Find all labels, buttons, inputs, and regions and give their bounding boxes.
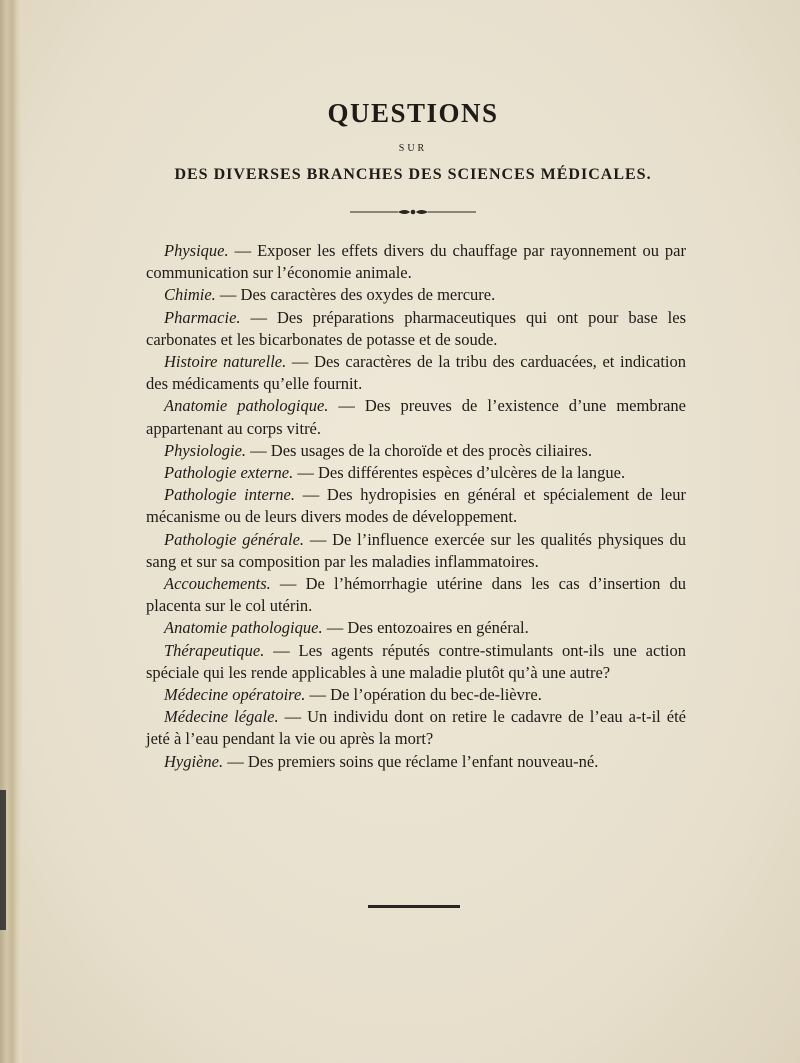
question-subject: Accouchements. [164,574,271,594]
question-item [146,351,686,395]
question-text: — Des hydropisies en général et spécialement de leur mécanisme ou de leurs divers modes de développement. [146,485,686,527]
question-text: — De l’opération du bec-de-lièvre. [305,685,542,705]
question-text: — Exposer les effets divers du chauffage par rayonnement ou par communication sur l’économie animale. [146,241,686,283]
question-item [146,751,686,773]
spine-shadow [0,790,6,930]
question-item [146,484,686,528]
page-title: QUESTIONS [327,98,499,128]
ornamental-divider-icon [350,206,476,218]
question-item [146,684,686,706]
question-subject: Pharmacie. [164,307,241,327]
question-subject: Thérapeutique. [164,640,265,660]
question-text: — Un individu dont on retire le cadavre de l’eau a-t-il été jeté à l’eau pendant la vie ou après la mort? [146,707,686,749]
question-text: — Des preuves de l’existence d’une membrane appartenant au corps vitré. [146,396,686,438]
question-subject: Chimie. [164,285,216,305]
question-text: — Des entozoaires en général. [322,618,529,638]
question-text: — Des premiers soins que réclame l’enfant nouveau-né. [223,751,599,771]
question-item [146,706,686,750]
question-subject: Histoire naturelle. [164,352,287,372]
question-item [146,640,686,684]
question-item [146,462,686,484]
question-subject: Pathologie interne. [164,485,295,505]
questions-list [146,240,686,773]
question-subject: Physiologie. [164,440,247,460]
page-subtitle: DES DIVERSES BRANCHES DES SCIENCES MÉDICALES. [174,166,652,183]
question-item [146,284,686,306]
question-item [146,529,686,573]
question-subject: Pathologie générale. [164,529,305,549]
question-text: — Des préparations pharmaceutiques qui ont pour base les carbonates et les bicarbonates de potasse et de soude. [146,307,686,349]
question-text: — Des différentes espèces d’ulcères de la langue. [293,463,626,483]
question-text: — Des usages de la choroïde et des procès ciliaires. [246,440,592,460]
question-subject: Pathologie externe. [164,463,294,483]
question-item [146,240,686,284]
question-item [146,440,686,462]
title-connector: SUR [398,143,428,154]
question-item [146,395,686,439]
question-subject: Physique. [164,241,229,260]
question-text: — De l’hémorrhagie utérine dans les cas d’insertion du placenta sur le col utérin. [146,574,686,616]
question-subject: Anatomie pathologique. [164,618,323,638]
question-text: — De l’influence exercée sur les qualités physiques du sang et sur sa composition par les maladies inflammatoires. [146,529,686,571]
question-subject: Hygiène. [164,751,224,771]
question-item [146,307,686,351]
question-item [146,617,686,639]
end-rule [368,905,460,908]
question-subject: Médecine légale. [164,707,279,727]
question-subject: Anatomie pathologique. [164,396,329,416]
question-text: — Les agents réputés contre-stimulants ont-ils une action spéciale qui les rende applicables à une maladie plutôt qu’à une autre? [146,640,686,682]
question-item [146,573,686,617]
question-text: — Des caractères de la tribu des carduacées, et indication des médicaments qu’elle fournit. [146,352,687,394]
question-subject: Médecine opératoire. [164,685,306,705]
question-text: — Des caractères des oxydes de mercure. [215,285,496,305]
